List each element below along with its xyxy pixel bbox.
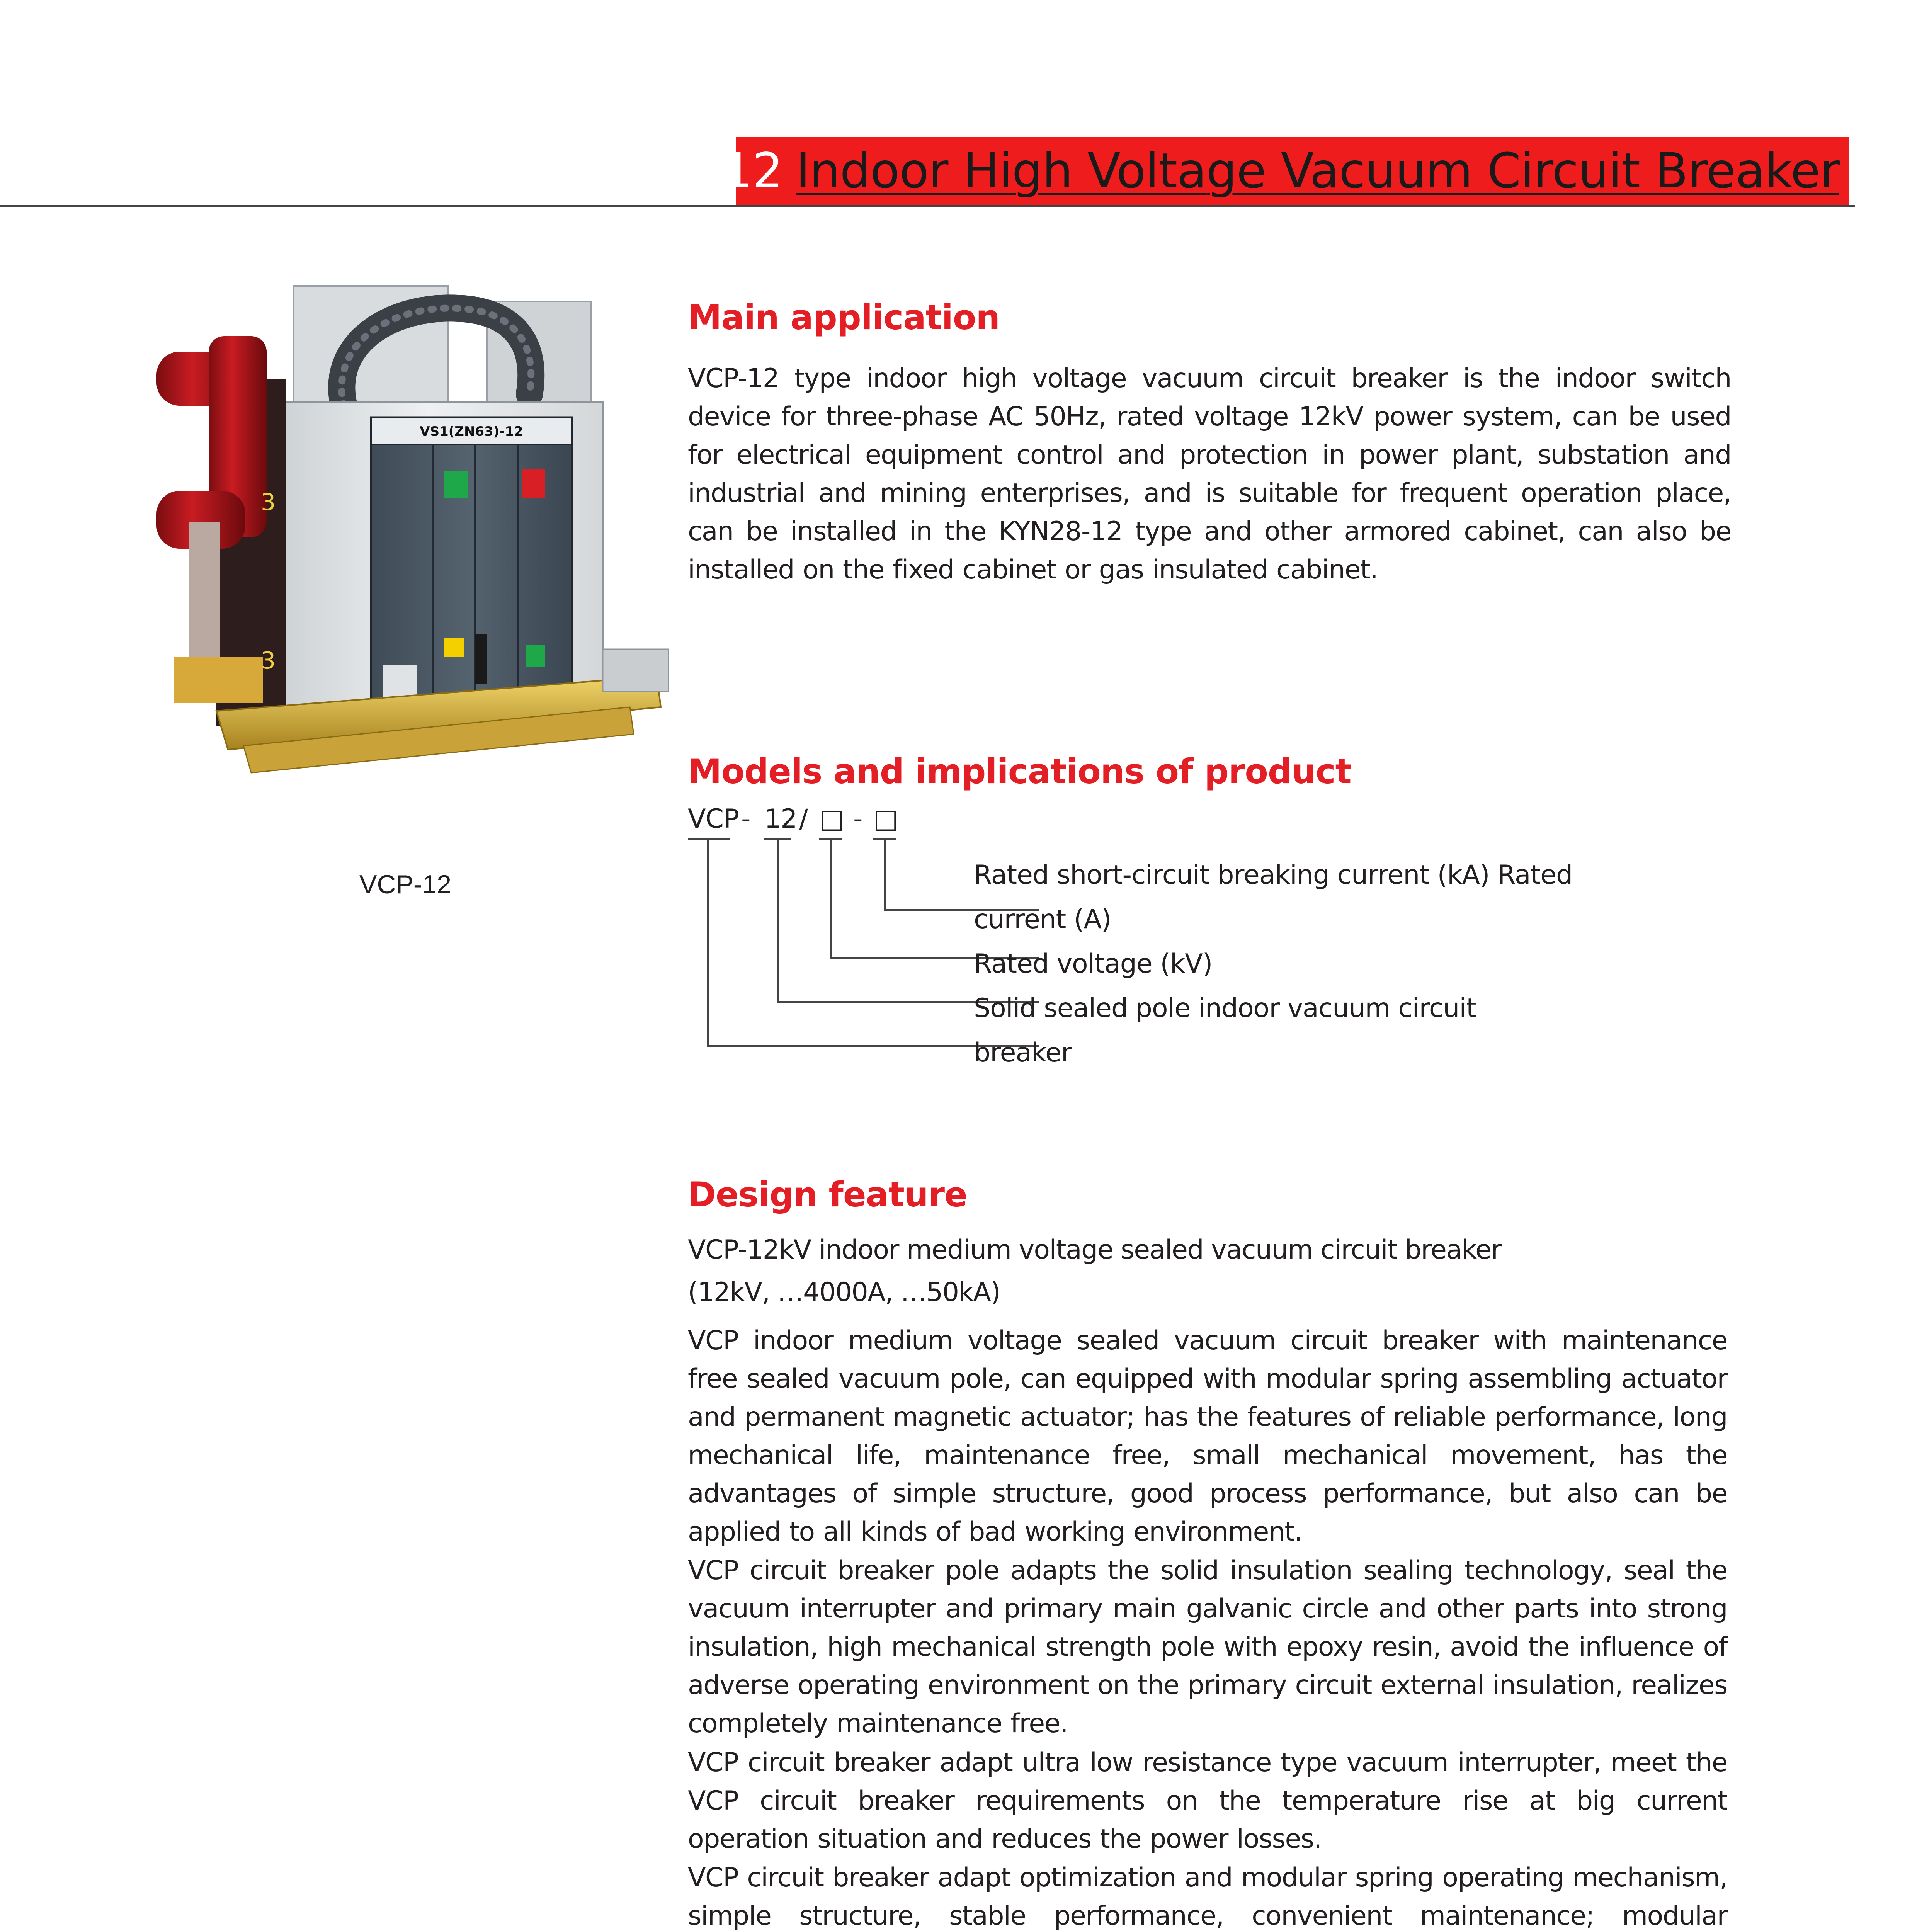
code-box-current: □ <box>819 804 844 834</box>
design-feature-title: Design feature <box>688 1175 967 1214</box>
phase-mark-lower: 3 <box>261 647 276 674</box>
legend-rated-current: current (A) <box>974 904 1111 935</box>
legend-pole-type: Solid sealed pole indoor vacuum circuit <box>974 993 1476 1024</box>
design-paragraph-4: VCP circuit breaker adapt optimization and modular spring operating mechanism, simple structure, stable performance, convenient maintenance; modular <box>688 1862 1727 1931</box>
code-separator-2: - <box>853 804 862 834</box>
design-paragraph-3: VCP circuit breaker adapt ultra low resistance type vacuum interrupter, meet the VCP circuit breaker requirements on the temperature rise at big current operation situation and reduces the power losses. <box>688 1747 1727 1854</box>
circuit-breaker-illustration <box>128 278 684 819</box>
header-rule <box>0 205 1855 207</box>
main-application-title: Main application <box>688 298 1000 337</box>
phase-mark-upper: 3 <box>261 489 276 516</box>
product-caption: VCP-12 <box>359 870 452 899</box>
model-code-diagram <box>657 804 1623 1082</box>
design-intro-line-2: (12kV, …4000A, …50kA) <box>688 1277 1000 1308</box>
product-photo <box>128 278 684 819</box>
code-separator-1: - <box>741 804 750 834</box>
legend-breaking-current: Rated short-circuit breaking current (kA) Rated <box>974 860 1573 890</box>
design-intro-line-1: VCP-12kV indoor medium voltage sealed vacuum circuit breaker <box>688 1235 1501 1265</box>
design-paragraph-1: VCP indoor medium voltage sealed vacuum circuit breaker with maintenance free sealed vacuum pole, can equipped with modular spring assembling actuator and permanent magnetic actuator; has the features of reliable performance, long mechanical life, maintenance free, small mechanical movement, has the advantages of simple structure, good process performance, but also can be applied to all kinds of bad working environment. <box>688 1325 1727 1547</box>
title-model: VCP-12 <box>611 143 783 199</box>
page-title-bar <box>611 137 1849 205</box>
code-slash: / <box>799 804 808 834</box>
code-box-breaking: □ <box>873 804 898 834</box>
front-panel-label: VS1(ZN63)-12 <box>420 424 523 439</box>
main-application-text: VCP-12 type indoor high voltage vacuum circuit breaker is the indoor switch device for three-phase AC 50Hz, rated voltage 12kV power system, can be used for electrical equipment control and protection in power plant, substation and industrial and mining enterprises, and is suitable for frequent operation place, can be installed in the KYN28-12 type and other armored cabinet, can also be installed on the fixed cabinet or gas insulated cabinet. <box>688 363 1731 585</box>
code-voltage: 12 <box>764 804 797 834</box>
open-button-icon <box>522 469 545 498</box>
design-paragraph-2: VCP circuit breaker pole adapts the solid insulation sealing technology, seal the vacuum interrupter and primary main galvanic circle and other parts into strong insulation, high mechanical strength pole with epoxy resin, avoid the influence of adverse operating environment on the primary circuit external insulation, realizes completely maintenance free. <box>688 1555 1727 1739</box>
close-button-icon <box>444 471 468 498</box>
code-prefix: VCP <box>688 804 739 834</box>
models-title: Models and implications of product <box>688 752 1351 791</box>
legend-pole-type-cont: breaker <box>974 1037 1072 1068</box>
title-description: Indoor High Voltage Vacuum Circuit Breaker <box>796 143 1839 199</box>
legend-rated-voltage: Rated voltage (kV) <box>974 949 1213 979</box>
